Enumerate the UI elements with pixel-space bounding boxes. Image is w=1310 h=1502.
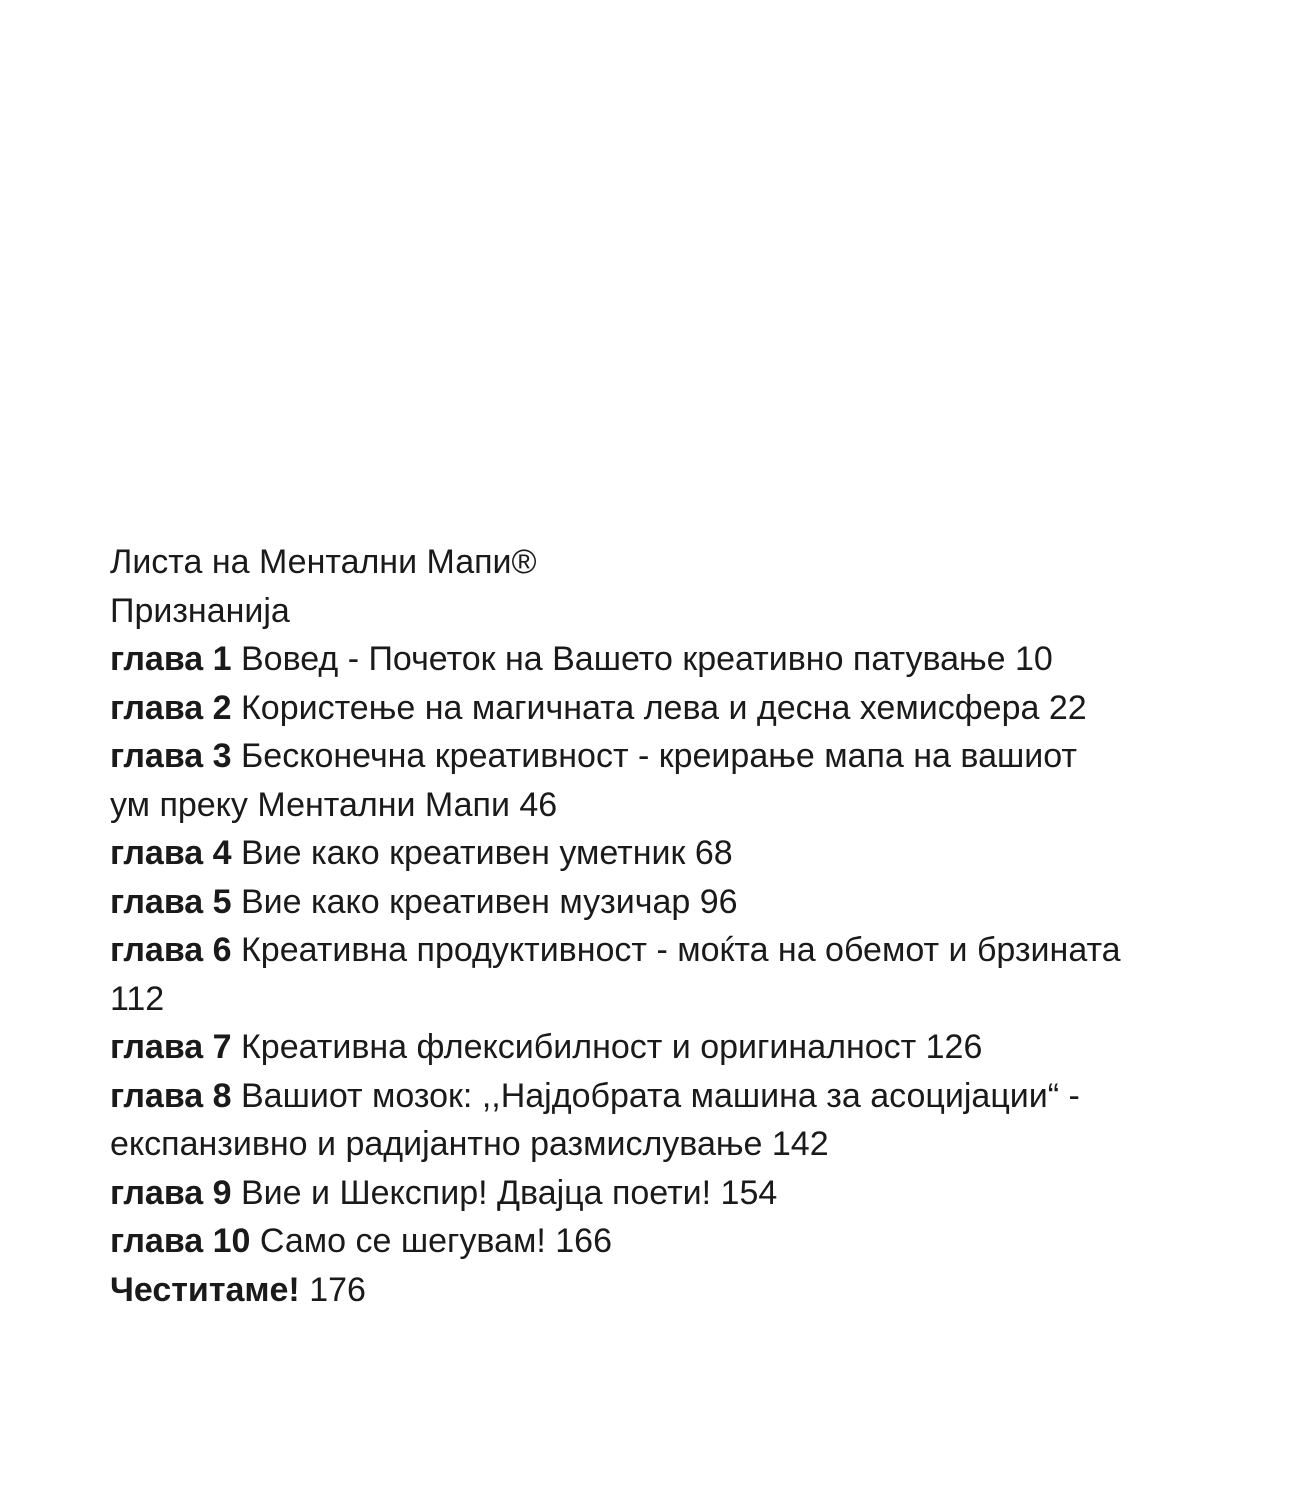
chapter-label: глава 2	[110, 688, 232, 727]
chapter-label: глава 8	[110, 1076, 232, 1115]
toc-chapter-4	[110, 829, 1220, 878]
toc-acknowledgements: Признанија	[110, 591, 290, 630]
chapter-title: Бесконечна креативност - креирање мапа на вашиот	[231, 737, 1077, 775]
toc-chapter-3-continued: ум преку Ментални Мапи 46	[110, 785, 558, 824]
chapter-label: глава 5	[110, 882, 232, 921]
chapter-title: Вие како креативен уметник 68	[231, 834, 733, 872]
toc-chapter-3	[110, 732, 1220, 781]
toc-chapter-9	[110, 1169, 1220, 1218]
chapter-label: глава 4	[110, 834, 232, 872]
toc-chapter-5	[110, 878, 1220, 927]
chapter-label: глава 10	[110, 1222, 251, 1260]
toc-chapter-7	[110, 1023, 1220, 1072]
toc-chapter-8	[110, 1072, 1220, 1121]
chapter-label: глава 3	[110, 737, 232, 775]
toc-chapter-6	[110, 926, 1220, 975]
chapter-title: Само се шегувам! 166	[250, 1222, 613, 1260]
toc-congratulations	[110, 1266, 1220, 1315]
chapter-title: Креативна продуктивност - моќта на обемот и брзината	[231, 931, 1121, 969]
page-number: 176	[299, 1270, 366, 1309]
congratulations-label: Честитаме!	[110, 1270, 300, 1309]
chapter-title: Вовед - Почеток на Вашето креативно патување 10	[231, 640, 1053, 678]
table-of-contents	[110, 538, 1220, 1314]
chapter-label: глава 1	[110, 640, 232, 678]
toc-chapter-1	[110, 635, 1220, 684]
chapter-title: Вашиот мозок: ,,Најдобрата машина за асоцијации“ -	[231, 1076, 1080, 1115]
toc-list-of-mind-maps: Листа на Ментални Мапи®	[110, 543, 537, 581]
toc-chapter-8-continued: експанзивно и радијантно размислување 142	[110, 1125, 829, 1163]
toc-chapter-2	[110, 684, 1220, 733]
chapter-label: глава 9	[110, 1173, 232, 1212]
chapter-title: Креативна флексибилност и оригиналност 126	[231, 1028, 983, 1066]
chapter-title: Вие како креативен музичар 96	[231, 882, 738, 921]
chapter-title: Вие и Шекспир! Двајца поети! 154	[231, 1173, 778, 1212]
chapter-title: Користење на магичната лева и десна хемисфера 22	[231, 688, 1087, 727]
toc-chapter-6-continued: 112	[110, 979, 165, 1018]
chapter-label: глава 7	[110, 1028, 232, 1066]
chapter-label: глава 6	[110, 931, 232, 969]
toc-chapter-10	[110, 1217, 1220, 1266]
